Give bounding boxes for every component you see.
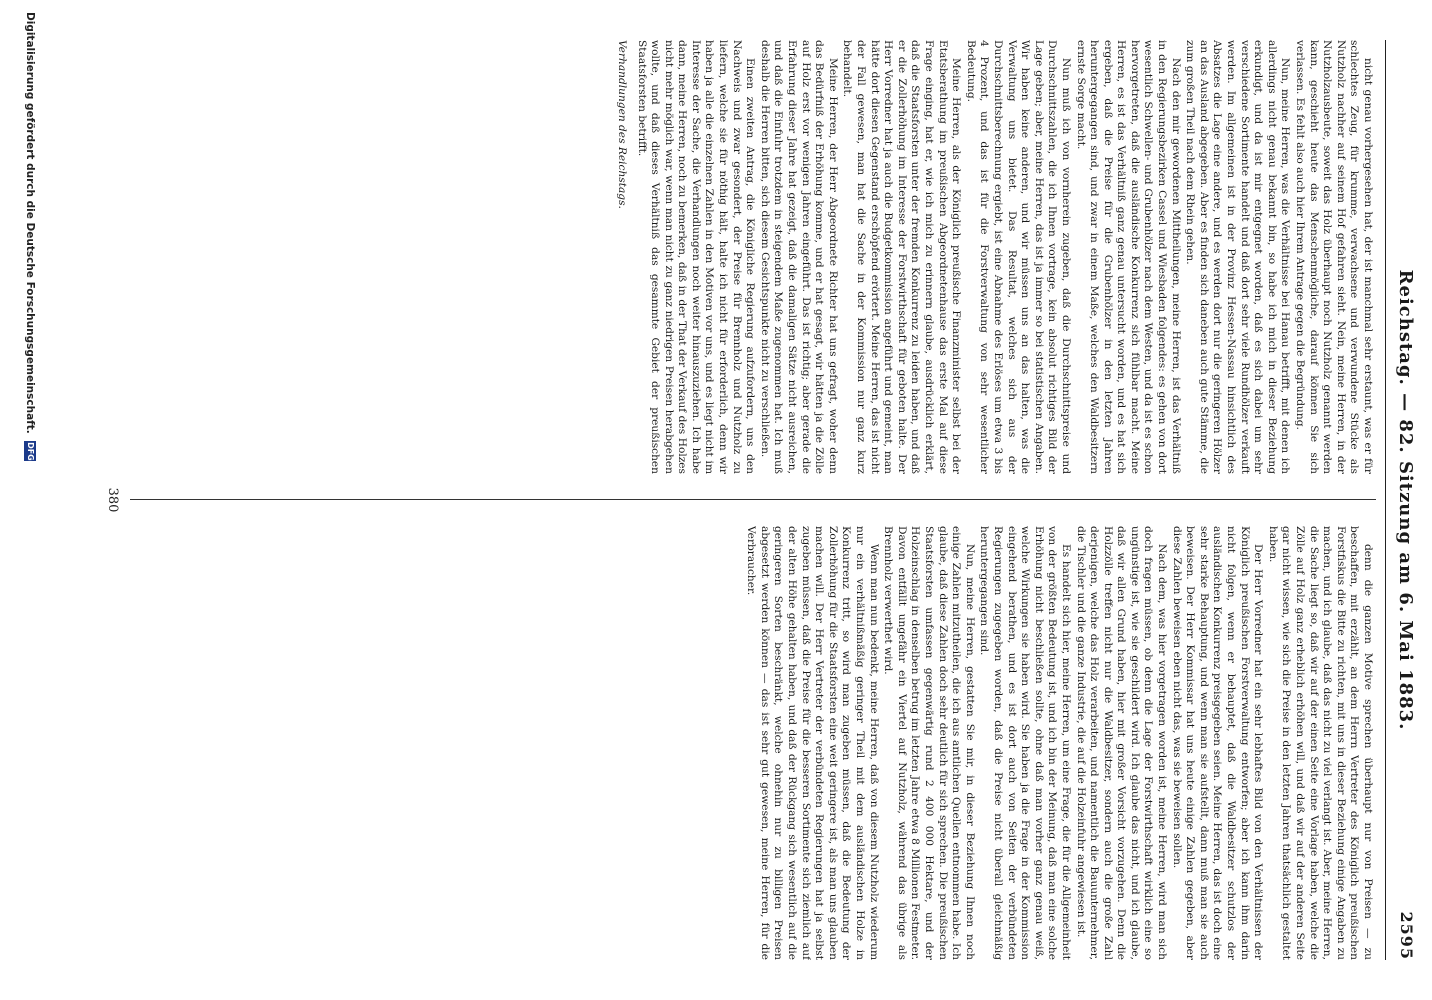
- paragraph: Wenn man nun bedenkt, meine Herren, daß von diesem Nutzholz wiederum nur ein verhältnißmäßig geringer Theil mit dem ausländischen Holze in Konkurrenz tritt, so wird man zugeben müssen, daß die Bedeutung der Zollerhöhung für die Staatsforsten eine weit geringere ist, als man uns glauben machen will. Der Herr Vertreter der verbündeten Regierungen hat ja selbst zugeben müssen, daß die Preise für die besseren Sortimente sich ziemlich auf der alten Höhe gehalten haben, und daß der Rückgang sich wesentlich auf die geringeren Sorten beschränkt, welche ohnehin nur zu billigen Preisen abgesetzt werden können — das ist sehr gut gewesen, meine Herren, für die Verbraucher.: [745, 526, 880, 960]
- column-divider: [130, 499, 1376, 500]
- right-text-column: [134, 526, 1374, 960]
- paragraph: Meine Herren, als der Königlich preußische Finanzminister selbst bei der Etatsberathung im preußischen Abgeordnetenhause das erste Mal auf diese Frage einging, hat er, wie ich mich zu erinnern glaube, ausdrücklich erklärt, daß die Staatsforsten unter der fremden Konkurrenz zu leiden haben, und daß er die Zollerhöhung im Interesse der Forstwirthschaft für geboten halte. Der Herr Vorredner hat ja auch die Budgetkommission angeführt und gemeint, man hätte dort diesen Gegenstand erschöpfend erörtert. Meine Herren, das ist nicht der Fall gewesen, man hat die Sache in der Kommission nur ganz kurz behandelt.: [841, 40, 963, 474]
- paragraph: denn die ganzen Motive sprechen überhaupt nur von Preisen — zu beschaffen, mit erzählt, an dem Herrn Vertreter des Königlich preußischen Forstfiskus die Bitte zu richten, mit uns in dieser Beziehung einige Angaben zu machen, und ich glaube, daß das nicht zu viel verlangt ist. Aber, meine Herren, die Sache liegt so, daß wir auf der einen Seite eine Vorlage haben, welche die Zölle auf Holz ganz erheblich erhöhen will, und daß wir auf der anderen Seite gar nicht wissen, wie sich die Preise in den letzten Jahren thatsächlich gestaltet haben.: [1266, 526, 1374, 960]
- header-rule: [1385, 40, 1386, 960]
- paragraph: Der Herr Vorredner hat ein sehr lebhaftes Bild von den Verhältnissen der Königlich preußischen Forstverwaltung entworfen; aber ich kann ihm darin nicht folgen, wenn er behauptet, daß die Waldbesitzer schutzlos der ausländischen Konkurrenz preisgegeben seien. Meine Herren, das ist doch eine sehr starke Behauptung, und wenn man sie aufstellt, dann muß man sie auch beweisen. Der Herr Kommissar hat uns heute einige Zahlen gegeben, aber diese Zahlen beweisen eben nicht das, was sie beweisen sollen.: [1170, 526, 1265, 960]
- paragraph: Meine Herren, der Herr Abgeordnete Richter hat uns gefragt, woher denn das Bedürfniß der Erhöhung komme, und er hat gesagt, wir hätten ja die Zölle auf Holz erst vor wenigen Jahren eingeführt. Das ist richtig; aber gerade die Erfahrung dieser Jahre hat gezeigt, daß die damaligen Sätze nicht ausreichen, und daß die Einfuhr trotzdem in steigendem Maße zugenommen hat. Ich muß deshalb die Herren bitten, sich diesem Gesichtspunkte nicht zu verschließen.: [758, 40, 839, 474]
- paragraph: Nach den mir gewordenen Mittheilungen, meine Herren, ist das Verhältniß in den Regierungsbezirken Cassel und Wiesbaden folgendes: es gehen von dort wesentlich Schwellen- und Grubenhölzer nach dem Westen, und da ist es schon hervorgetreten, daß die ausländische Konkurrenz sich fühlbar macht. Meine Herren, es ist das Verhältniß ganz genau untersucht worden, und es hat sich ergeben, daß die Preise für die Grubenhölzer in den letzten Jahren heruntergegangen sind, und zwar in einem Maße, welches den Waldbesitzern ernste Sorge macht.: [1074, 40, 1182, 474]
- paragraph: Nun, meine Herren, was die Verhältnisse bei Hanau betrifft, mit denen ich allerdings nicht genau bekannt bin, so habe ich mich in dieser Beziehung erkundigt, und da ist mir entgegnet worden, daß es sich dabei um sehr verschiedene Sortimente handelt und daß dort sehr viele Rundhölzer verkauft werden. Im allgemeinen ist in der Provinz Hessen-Nassau hinsichtlich des Absatzes die Lage eine andere, und es werden dort nur die geringeren Hölzer an das Ausland abgegeben. Aber es finden sich daneben auch gute Stämme, die zum großen Theil nach dem Rhein gehen.: [1184, 40, 1292, 474]
- paragraph: Nach dem, was hier vorgetragen worden ist, meine Herren, wird man sich doch fragen müssen, ob denn die Lage der Forstwirthschaft wirklich eine so ungünstige ist, wie sie geschildert wird. Ich glaube das nicht, und ich glaube, daß wir allen Grund haben, hier mit großer Vorsicht vorzugehen. Denn die Holzzölle treffen nicht nur die Waldbesitzer, sondern auch die große Zahl derjenigen, welche das Holz verarbeiten, und namentlich die Bauunternehmer, die Tischler und die ganze Industrie, die auf die Holzeinfuhr angewiesen ist.: [1074, 526, 1169, 960]
- left-text-column: [134, 40, 1374, 474]
- paragraph: nicht genau vorhergesehen hat, der ist manchmal sehr erstaunt, was er für schlechtes Zeug, für krumme, verwachsene und verwundene Stücke als Nutzholz nachher auf seinem Hof gefahren sieht. Nein, meine Herren, in der Nutzholzausbeute, soweit das Holz überhaupt noch Nutzholz genannt werden kann, geschieht heute das Menschenmögliche, darauf können Sie sich verlassen. Es fehlt also auch hier Ihrem Antrage gegen die Begründung.: [1294, 40, 1374, 474]
- running-head: Reichstag. — 82. Sitzung am 6. Mai 1883.: [1395, 269, 1416, 731]
- paragraph: Einen zweiten Antrag, die Königliche Regierung aufzufordern, uns den Nachweis und zwar gesondert, der Preise für Brennholz und Nutzholz zu liefern, welche sie für nöthig hält, halte ich nicht für erforderlich, denn wir haben ja alle die einzelnen Zahlen in den Motiven vor uns, und es liegt nicht im Interesse der Sache, die Verhandlungen noch weiter hinauszuziehen. Ich habe dann, meine Herren, noch zu bemerken, daß in der That der Verkauf des Holzes nicht mehr möglich war, wenn man nicht zu ganz niedrigen Preisen herabgehen wollte, und daß dieses Verhältniß das gesammte Gebiet der preußischen Staatsforsten betrifft.: [635, 40, 757, 474]
- sheet-number: 380: [105, 487, 120, 513]
- page-number: 2595: [1397, 911, 1416, 960]
- paragraph: Nun, meine Herren, gestatten Sie mir, in dieser Beziehung Ihnen noch einige Zahlen mitzutheilen, die ich aus amtlichen Quellen entnommen habe. Ich glaube, daß diese Zahlen doch sehr deutlich für sich sprechen. Die preußischen Staatsforsten umfassen gegenwärtig rund 2 400 000 Hektare, und der Holzeinschlag in denselben betrug im letzten Jahre etwa 8 Millionen Festmeter. Davon entfällt ungefähr ein Viertel auf Nutzholz, während das übrige als Brennholz verwerthet wird.: [882, 526, 976, 960]
- paragraph: Nun muß ich von vornherein zugeben, daß die Durchschnittspreise und Durchschnittszahlen, die ich Ihnen vortrage, kein absolut richtiges Bild der Lage geben; aber, meine Herren, das ist ja immer so bei statistischen Angaben. Wir haben keine anderen, und wir müssen uns an das halten, was die Verwaltung uns bietet. Das Resultat, welches sich aus der Durchschnittsberechnung ergiebt, ist eine Abnahme des Erlöses um etwa 3 bis 4 Prozent, und das ist für die Forstverwaltung von sehr wesentlicher Bedeutung.: [964, 40, 1072, 474]
- digitization-note: [24, 12, 36, 461]
- digitization-note-text: Digitalisierung gefördert durch die Deutsche Forschungsgemeinschaft.: [24, 12, 36, 434]
- publication-footer-line: Verhandlungen des Reichstags.: [615, 40, 628, 209]
- paragraph: Es handelt sich hier, meine Herren, um eine Frage, die für die Allgemeinheit von der größten Bedeutung ist, und ich bin der Meinung, daß man eine solche Erhöhung nicht beschließen sollte, ohne daß man vorher ganz genau weiß, welche Wirkungen sie haben wird. Sie haben ja die Frage in der Kommission eingehend berathen, und es ist dort auch von Seiten der verbündeten Regierungen zugegeben worden, daß die Preise nicht überall gleichmäßig heruntergegangen sind.: [978, 526, 1072, 960]
- dfg-logo-icon: DFG: [26, 442, 35, 461]
